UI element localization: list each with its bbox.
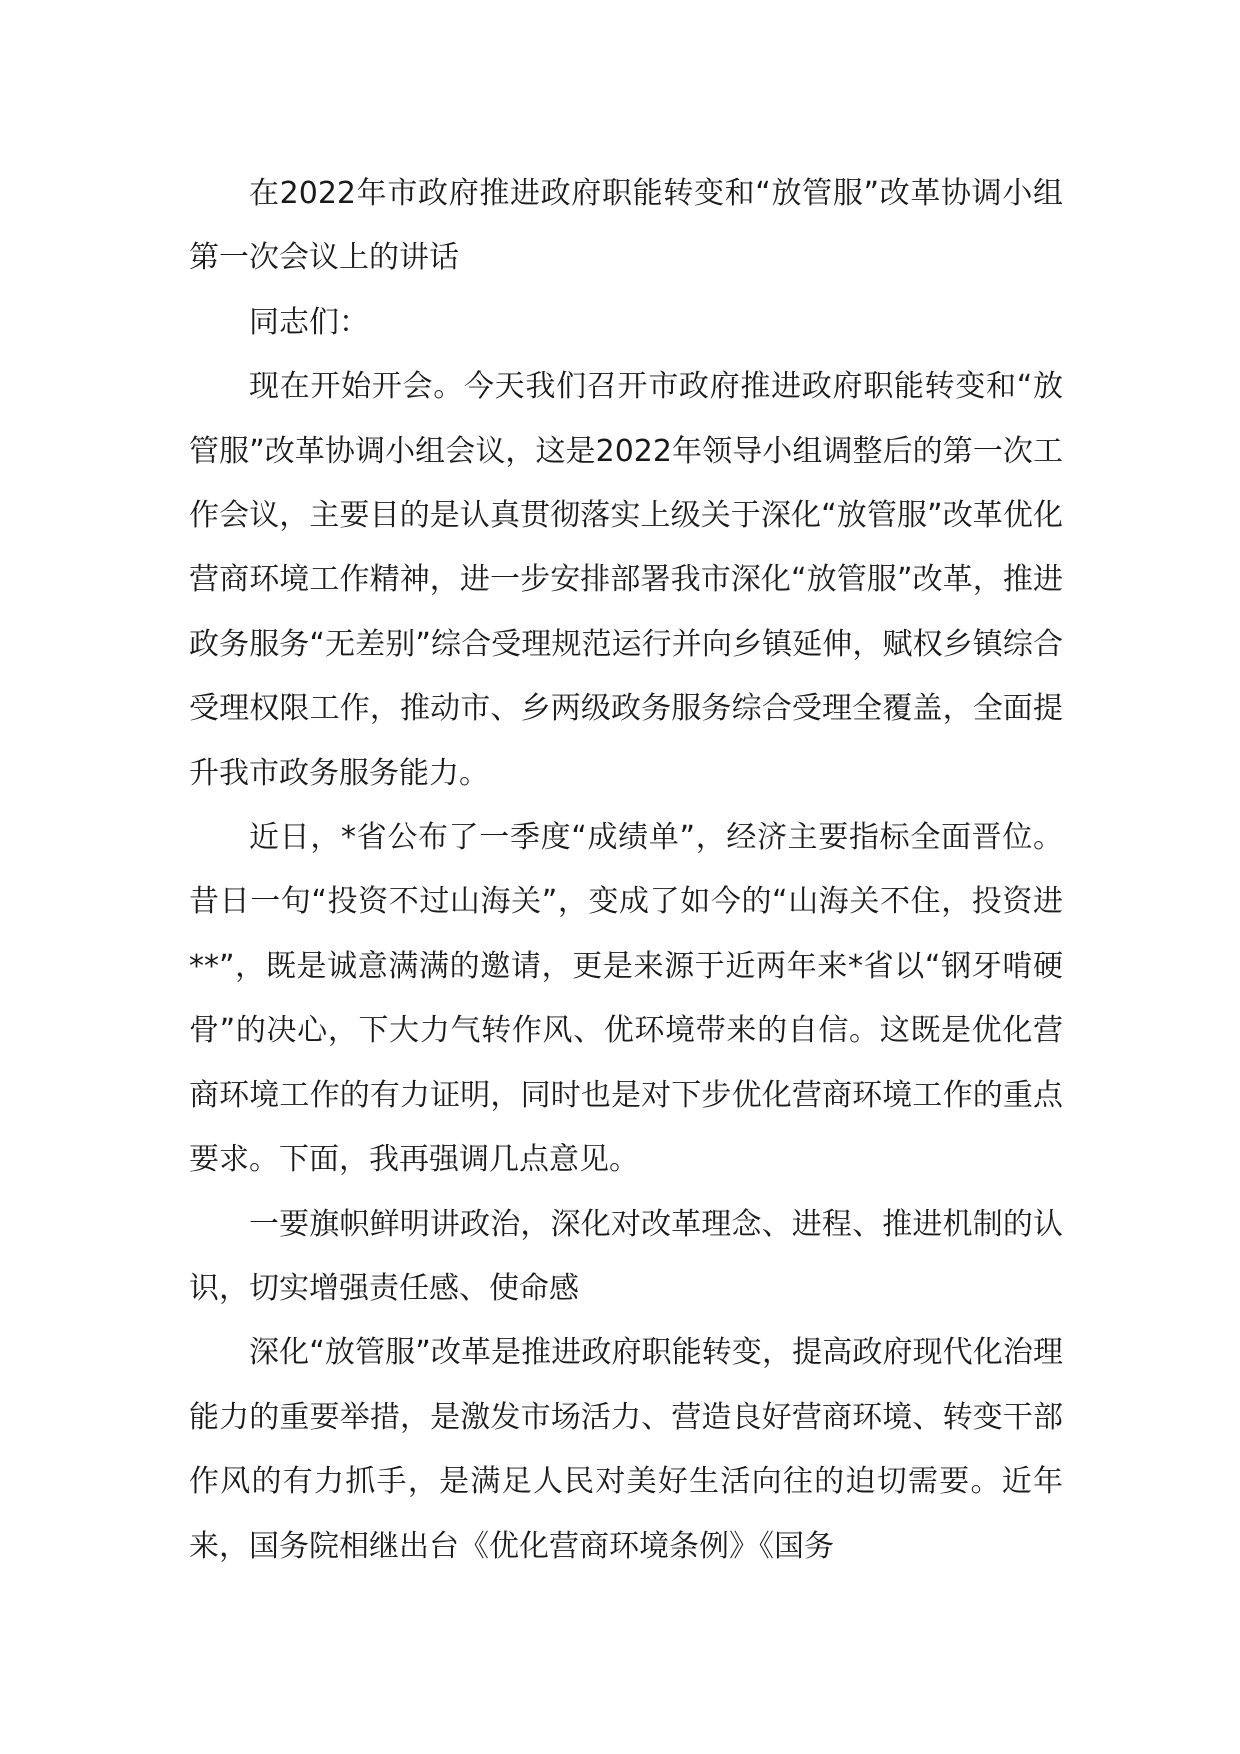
paragraph-reform-importance: 深化“放管服”改革是推进政府职能转变，提高政府现代化治理能力的重要举措，是激发市场活力、营造良好营商环境、转变干部作风的有力抓手，是满足人民对美好生活向往的迫切需要。近年来，国务院相继出台《优化营商环境条例》《国务 [189,1335,1063,1564]
section-heading-1: 一要旗帜鲜明讲政治，深化对改革理念、进程、推进机制的认识，切实增强责任感、使命感 [189,1206,1063,1306]
paragraph-opening: 现在开始开会。今天我们召开市政府推进政府职能转变和“放管服”改革协调小组会议，这是2022年领导小组调整后的第一次工作会议，主要目的是认真贯彻落实上级关于深化“放管服”改革优化营商环境工作精神，进一步安排部署我市深化“放管服”改革，推进政务服务“无差别”综合受理规范运行并向乡镇延伸，赋权乡镇综合受理权限工作，推动市、乡两级政务服务综合受理全覆盖，全面提升我市政务服务能力。 [189,369,1063,791]
document-title: 在2022年市政府推进政府职能转变和“放管服”改革协调小组第一次会议上的讲话 [189,176,1063,276]
paragraph-recent-results: 近日，*省公布了一季度“成绩单”，经济主要指标全面晋位。昔日一句“投资不过山海关”，变成了如今的“山海关不住，投资进**”，既是诚意满满的邀请，更是来源于近两年来*省以“钢牙啃硬骨”的决心，下大力气转作风、优环境带来的自信。这既是优化营商环境工作的有力证明，同时也是对下步优化营商环境工作的重点要求。下面，我再强调几点意见。 [189,820,1063,1178]
document-body [189,162,1063,1579]
salutation: 同志们： [249,304,369,340]
